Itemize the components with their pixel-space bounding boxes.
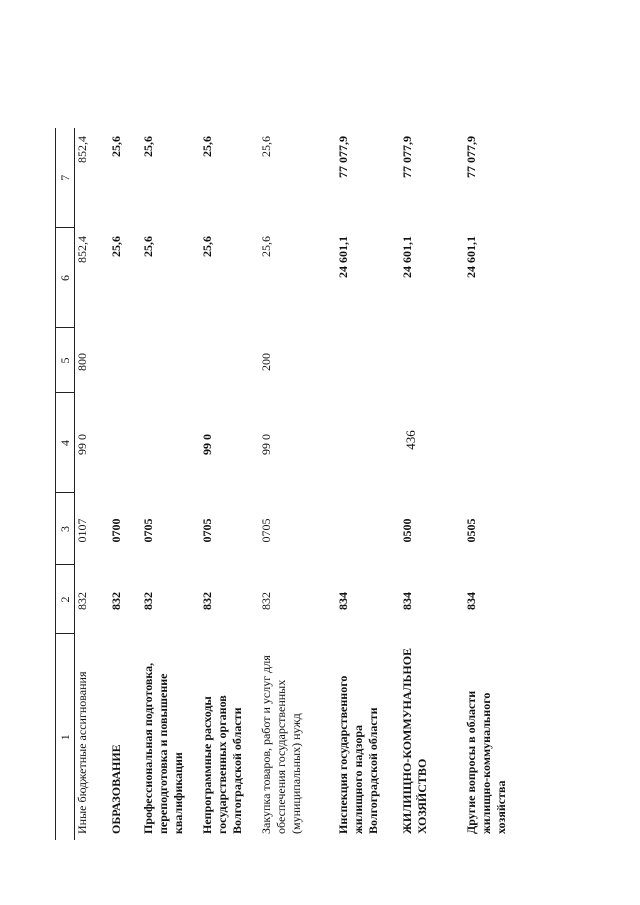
- row-rzpr: 0500: [399, 518, 414, 543]
- row-sum1: 24 601,1: [399, 236, 414, 278]
- row-sum2: 77 077,9: [399, 136, 414, 178]
- table-row: [75, 128, 109, 840]
- row-ved: 832: [258, 592, 273, 610]
- row-name: ЖИЛИЩНО-КОММУНАЛЬНОЕ ХОЗЯЙСТВО: [399, 647, 429, 834]
- row-sum2: 77 077,9: [335, 136, 350, 178]
- table-row: [400, 128, 464, 840]
- row-sum1: 24 601,1: [463, 236, 478, 278]
- row-csr: [400, 393, 464, 493]
- row-name: Закупка товаров, работ и услуг для обеспечения государственных (муниципальных) нужд: [258, 655, 303, 834]
- row-sum1: 24 601,1: [335, 236, 350, 278]
- row-sum1: 25,6: [140, 236, 155, 257]
- row-rzpr: 0700: [108, 518, 123, 543]
- row-vr: [109, 328, 141, 393]
- table-row: [200, 128, 259, 840]
- header-cell-sum2: 7: [56, 128, 75, 228]
- row-name: Иные бюджетные ассигнования: [75, 671, 89, 834]
- page-number: 436: [403, 430, 418, 450]
- row-sum2: 25,6: [140, 136, 155, 157]
- header-cell-vr: 5: [56, 328, 75, 393]
- row-sum1: 852,4: [75, 236, 89, 263]
- row-sum2: 25,6: [199, 136, 214, 157]
- row-rzpr: 0705: [199, 518, 214, 543]
- header-cell-csr: 4: [56, 393, 75, 493]
- row-rzpr: 0107: [75, 518, 89, 543]
- table-row: [336, 128, 400, 840]
- row-vr: 200: [258, 353, 273, 371]
- row-csr: 99 0: [75, 434, 89, 455]
- row-rzpr: 0705: [140, 518, 155, 543]
- row-sum2: 77 077,9: [463, 136, 478, 178]
- row-ved: 832: [199, 592, 214, 610]
- row-sum1: 25,6: [199, 236, 214, 257]
- header-cell-rzpr: 3: [56, 493, 75, 565]
- header-cell-name: 1: [56, 634, 75, 840]
- row-name: Непрограммные расходы государственных органов Волгоградской области: [199, 695, 244, 834]
- row-rzpr: [336, 493, 400, 565]
- row-csr: 99 0: [199, 434, 214, 455]
- row-sum1: 25,6: [108, 236, 123, 257]
- row-vr: [141, 328, 200, 393]
- row-sum2: 852,4: [75, 136, 89, 163]
- row-name: Инспекция государственного жилищного надзора Волгоградской области: [335, 675, 380, 834]
- row-name: Профессиональная подготовка, переподготовка и повышение квалификации: [140, 662, 185, 834]
- row-vr: [336, 328, 400, 393]
- table-row: [141, 128, 200, 840]
- row-csr: 99 0: [258, 434, 273, 455]
- header-row: [56, 128, 75, 840]
- row-ved: 834: [463, 592, 478, 610]
- row-ved: 832: [140, 592, 155, 610]
- row-rzpr: 0705: [258, 518, 273, 543]
- row-vr: [400, 328, 464, 393]
- row-csr: [464, 393, 524, 493]
- row-csr: [336, 393, 400, 493]
- budget-table: [55, 128, 524, 840]
- table-row: [109, 128, 141, 840]
- row-sum1: 25,6: [258, 236, 273, 257]
- row-csr: [141, 393, 200, 493]
- row-sum2: 25,6: [108, 136, 123, 157]
- row-vr: [200, 328, 259, 393]
- row-ved: 834: [399, 592, 414, 610]
- row-ved: 832: [108, 592, 123, 610]
- header-cell-ved: 2: [56, 565, 75, 634]
- row-name: ОБРАЗОВАНИЕ: [108, 744, 123, 834]
- header-cell-sum1: 6: [56, 228, 75, 328]
- row-rzpr: 0505: [463, 518, 478, 543]
- row-csr: [109, 393, 141, 493]
- row-sum2: 25,6: [258, 136, 273, 157]
- row-vr: 800: [75, 353, 89, 371]
- row-ved: 832: [75, 592, 89, 610]
- row-name: Другие вопросы в области жилищно-коммунального хозяйства: [463, 690, 508, 834]
- row-ved: 834: [335, 592, 350, 610]
- row-vr: [464, 328, 524, 393]
- table-row: [464, 128, 524, 840]
- table-row: [259, 128, 336, 840]
